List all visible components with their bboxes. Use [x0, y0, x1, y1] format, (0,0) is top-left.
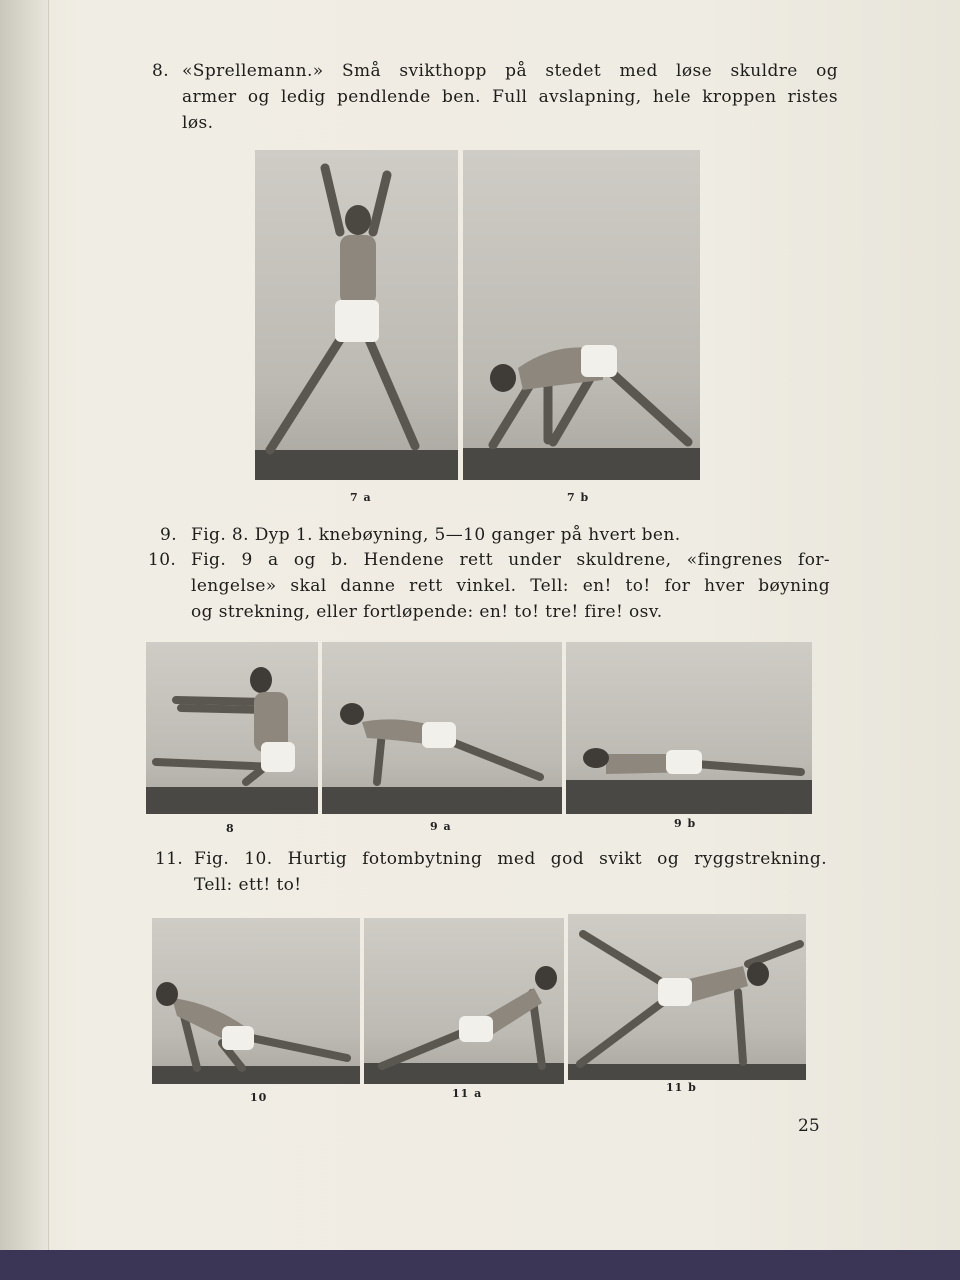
- figure-photo-8: [146, 642, 318, 814]
- bend-down-figure: [463, 150, 700, 480]
- side-plank-leg-raise-figure: [568, 914, 806, 1080]
- figure-photo-10: [152, 918, 360, 1084]
- figure-photo-11a: [364, 918, 564, 1084]
- item-text-line: Fig. 8. Dyp 1. knebøyning, 5—10 ganger på hvert ben.: [191, 525, 681, 545]
- deep-squat-figure: [146, 642, 318, 814]
- figure-photo-9b: [566, 642, 812, 814]
- figure-caption: 9 a: [430, 820, 452, 833]
- side-plank-figure: [364, 918, 564, 1084]
- figure-caption: 10: [250, 1091, 268, 1104]
- figure-caption: 7 b: [567, 491, 590, 504]
- item-text-line: Fig. 10. Hurtig fotombytning med god svikt og ryggstrekning.: [194, 849, 827, 869]
- item-text-line: Tell: ett! to!: [194, 875, 302, 895]
- item-number: 8.: [152, 61, 170, 81]
- item-text-line: og strekning, eller fortløpende: en! to! tre! fire! osv.: [191, 602, 663, 622]
- item-text-line: Fig. 9 a og b. Hendene rett under skuldrene, «fingrenes for-: [191, 550, 830, 570]
- item-text-line: løs.: [182, 113, 214, 133]
- table-surface: [0, 1250, 960, 1280]
- figure-caption: 7 a: [350, 491, 372, 504]
- crouch-kick-figure: [152, 918, 360, 1084]
- figure-caption: 11 b: [666, 1081, 697, 1094]
- item-number: 10.: [148, 550, 177, 570]
- push-up-low-figure: [566, 642, 812, 814]
- figure-caption: 11 a: [452, 1087, 483, 1100]
- figure-caption: 9 b: [674, 817, 697, 830]
- book-gutter: [0, 0, 49, 1250]
- item-text-line: «Sprellemann.» Små svikthopp på stedet med løse skuldre og: [182, 61, 838, 81]
- exercise-item-8: [152, 58, 838, 136]
- figure-photo-7a: [255, 150, 458, 480]
- exercise-item-9: [160, 522, 830, 548]
- figure-photo-7b: [463, 150, 700, 480]
- item-number: 9.: [160, 525, 178, 545]
- item-number: 11.: [155, 849, 184, 869]
- exercise-item-11: [155, 846, 827, 898]
- exercise-item-10: [148, 547, 830, 625]
- figure-photo-9a: [322, 642, 562, 814]
- figure-photo-11b: [568, 914, 806, 1080]
- item-text-line: armer og ledig pendlende ben. Full avslapning, hele kroppen ristes: [182, 87, 838, 107]
- page-number: 25: [798, 1116, 820, 1136]
- push-up-high-figure: [322, 642, 562, 814]
- figure-caption: 8: [226, 822, 235, 835]
- star-jump-figure: [255, 150, 458, 480]
- item-text-line: lengelse» skal danne rett vinkel. Tell: en! to! for hver bøyning: [191, 576, 830, 596]
